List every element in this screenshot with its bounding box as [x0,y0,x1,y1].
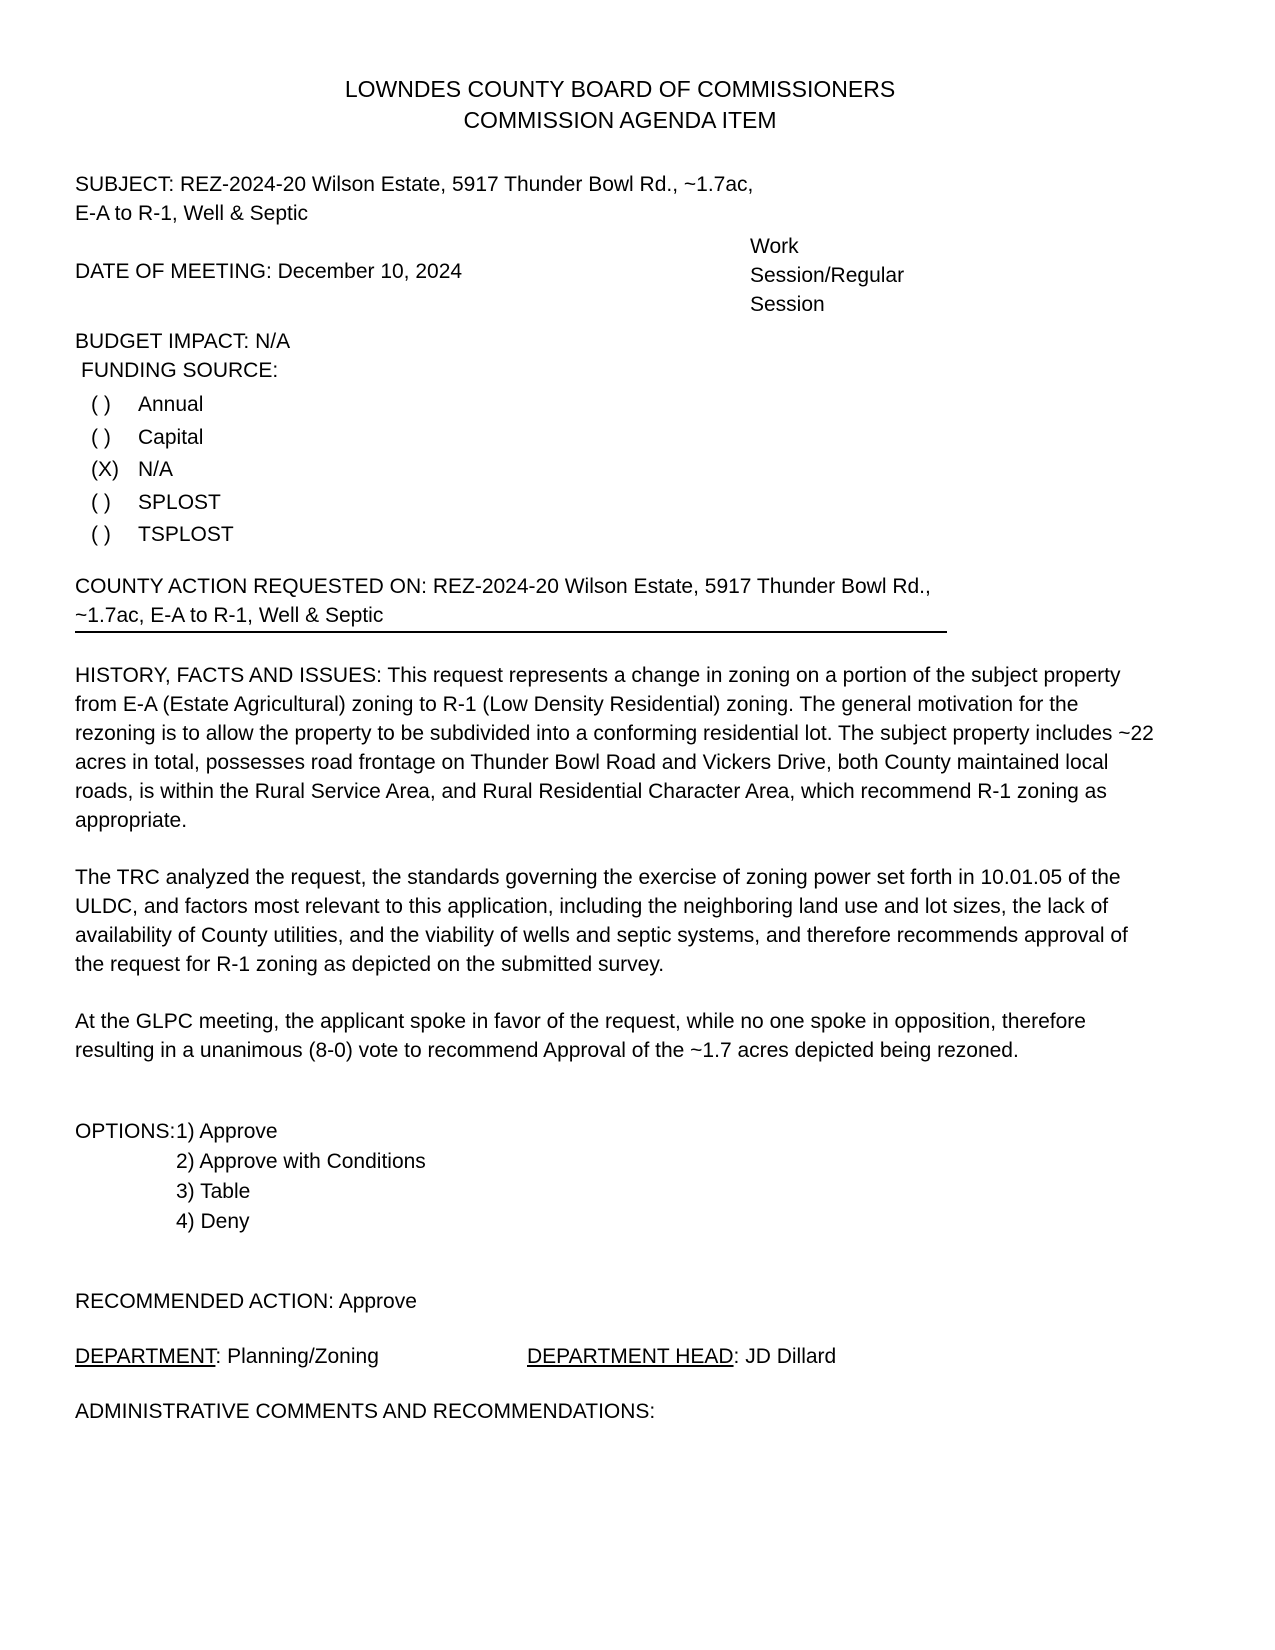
spacer [75,228,1165,257]
county-action-section [75,572,947,633]
department-head-value: : JD Dillard [733,1344,837,1368]
history-facts-issues-section [75,661,1165,1065]
session-line-1: Work [750,235,799,258]
history-paragraph-2: The TRC analyzed the request, the standards governing the exercise of zoning power set forth in 10.01.05 of the ULDC, and factors most relevant to this application, including the neighboring land use and lot sizes, the lack of availability of County utilities, and the viability of wells and septic systems, and therefore recommends approval of the request for R-1 zoning as depicted on the submitted survey. [75,865,1128,976]
option-deny: 4) Deny [176,1209,250,1233]
recommended-action: RECOMMENDED ACTION: Approve [75,1289,417,1313]
date-of-meeting: DATE OF MEETING: December 10, 2024 [75,260,463,283]
department-head-field [527,1342,836,1371]
funding-source-label: FUNDING SOURCE: [81,359,279,382]
funding-option-label-na: N/A [138,458,174,481]
subject-meeting-section [75,170,1165,317]
department-section [75,1342,1165,1371]
funding-source-list [75,389,1165,552]
session-line-3: Session [750,293,825,316]
options-label: OPTIONS: [75,1119,176,1143]
checkbox-capital: ( ) [91,425,111,449]
department-value: : Planning/Zoning [215,1344,379,1368]
budget-impact: BUDGET IMPACT: N/A [75,330,291,353]
county-action-line-1: COUNTY ACTION REQUESTED ON: REZ-2024-20 Wilson Estate, 5917 Thunder Bowl Rd., [75,574,931,598]
county-action-line-2: ~1.7ac, E-A to R-1, Well & Septic [75,603,384,627]
funding-option-annual [91,389,1165,422]
budget-section [75,327,1165,552]
history-paragraph-1: HISTORY, FACTS AND ISSUES: This request represents a change in zoning on a portion of the subject property from E-A (Estate Agricultural) zoning to R-1 (Low Density Residential) zoning. The general motivation for the rezoning is to allow the property to be subdivided into a conforming residential lot. The subject property includes ~22 acres in total, possesses road frontage on Thunder Bowl Road and Vickers Drive, both County maintained local roads, is within the Rural Service Area, and Rural Residential Character Area, which recommend R-1 zoning as appropriate. [75,663,1154,832]
funding-option-label-annual: Annual [138,393,204,416]
session-line-2: Session/Regular [750,264,905,287]
session-type-block [750,232,970,319]
department-field [75,1342,527,1371]
checkbox-annual: ( ) [91,393,111,416]
subject-block [75,170,1165,286]
funding-option-capital [91,422,1165,455]
document-header [75,74,1165,136]
board-title: LOWNDES COUNTY BOARD OF COMMISSIONERS [344,76,896,102]
document-type-title: COMMISSION AGENDA ITEM [463,107,777,133]
checkbox-splost: ( ) [91,490,111,514]
option-approve: 1) Approve [176,1119,278,1143]
department-label: DEPARTMENT [75,1344,216,1368]
funding-option-label-tsplost: TSPLOST [138,523,234,546]
history-paragraph-3: At the GLPC meeting, the applicant spoke in favor of the request, while no one spoke in opposition, therefore resulting in a unanimous (8-0) vote to recommend Approval of the ~1.7 acres depicted being rezoned. [75,1009,1086,1062]
funding-option-na [91,454,1165,487]
funding-option-tsplost [91,519,1165,552]
subject-line-1: SUBJECT: REZ-2024-20 Wilson Estate, 5917 Thunder Bowl Rd., ~1.7ac, [75,173,754,196]
administrative-comments-heading: ADMINISTRATIVE COMMENTS AND RECOMMENDATIONS: [75,1399,656,1423]
checkbox-tsplost: ( ) [91,523,111,546]
funding-option-splost [91,487,1165,520]
department-head-label: DEPARTMENT HEAD [527,1344,734,1368]
subject-line-2: E-A to R-1, Well & Septic [75,202,309,225]
funding-option-label-capital: Capital [138,425,204,449]
options-list [176,1117,426,1237]
checkbox-na-checked: (X) [91,458,119,481]
option-approve-with-conditions: 2) Approve with Conditions [176,1149,426,1173]
option-table: 3) Table [176,1179,251,1203]
funding-option-label-splost: SPLOST [138,490,221,514]
options-section [75,1117,1165,1237]
